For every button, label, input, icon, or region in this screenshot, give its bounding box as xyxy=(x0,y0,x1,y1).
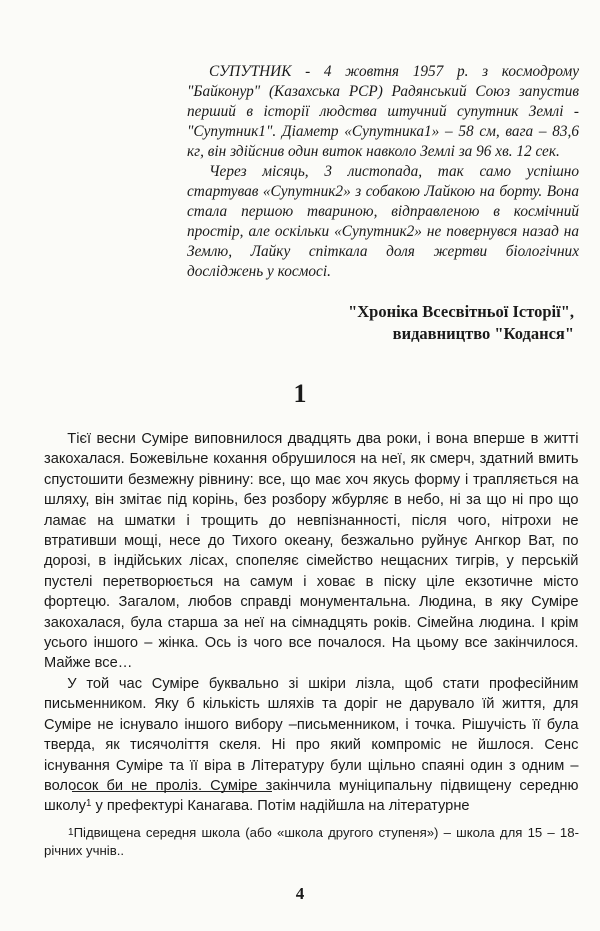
epigraph-attribution xyxy=(348,301,574,345)
body-paragraph-text: У той час Суміре буквально зі шкіри лізла, щоб стати професійним письменником. Яку б кількість шляхів та доріг не дарувало їй життя, для Суміре не існувало іншого вибору –письменником, і точка. Рішучість її була тверда, як тисячоліття скеля. Ні про який компроміс не йшлося. Сенс існування Суміре та її віра в Літературу були щільно спаяні один з одним – волосок би не проліз. Суміре закінчила муніципальну підвищену середню школу xyxy=(44,674,579,815)
footnote-divider xyxy=(72,791,272,792)
epigraph-paragraph: Через місяць, 3 листопада, так само успішно стартував «Супутник2» з собакою Лайкою на борту. Вона стала першою твариною, відправленою в космічний простір, але оскільки «Супутник2» не повернувся назад на Землю, Лайку спіткала доля жертви біологічних досліджень у космосі. xyxy=(187,163,579,280)
chapter-body xyxy=(44,429,579,817)
body-paragraph: Тієї весни Суміре виповнилося двадцять два роки, і вона вперше в житті закохалася. Божевільне кохання обрушилося на неї, як смерч, здатний вмить спустошити безмежну рівнину: все, що має хоч якусь форму і трапляється на шляху, він змітає під корінь, без розбору жбурляє в небо, ні за що ні про що ламає на шматки і трощить до невпізнанності, після чого, нітрохи не втративши мощі, несе до Тихого океану, безжально руйнує Ангкор Ват, по дорозі, в індійських лісах, спопеляє сімейство нещасних тигрів, у перській пустелі перетворюється на самум і ховає в піску ціле екзотичне місто фортецю. Загалом, любов справді монументальна. Людина, в яку Суміре закохалася, була старша за неї на сімнадцять років. Сімейна людина. І крім усього іншого – жінка. Ось із чого все почалося. На цьому все закінчилося. Майже все… xyxy=(44,430,579,672)
attribution-publisher: видавництво "Коданся" xyxy=(392,324,574,343)
page-number: 4 xyxy=(295,884,305,903)
attribution-source: "Хроніка Всесвітньої Історії", xyxy=(348,302,574,321)
footnote-text: Підвищена середня школа (або «школа другого ступеня») – школа для 15 – 18-річних учнів.. xyxy=(44,825,579,858)
footnote-marker[interactable]: 1 xyxy=(86,798,92,810)
body-paragraph xyxy=(44,674,578,817)
epigraph-paragraph: СУПУТНИК - 4 жовтня 1957 р. з космодрому "Байконур" (Казахська РСР) Радянський Союз запустив перший в історії людства штучний супутник Землі - "Супутник1". Діаметр «Супутника1» – 58 см, вага – 83,6 кг, він здійснив один виток навколо Землі за 96 хв. 12 сек. xyxy=(187,63,579,160)
body-paragraph-text: у префектурі Канагава. Потім надійшла на літературне xyxy=(91,797,470,815)
chapter-number: 1 xyxy=(293,379,307,408)
footnote-number: 1 xyxy=(68,827,74,838)
epigraph xyxy=(187,62,579,282)
footnote xyxy=(44,824,579,860)
